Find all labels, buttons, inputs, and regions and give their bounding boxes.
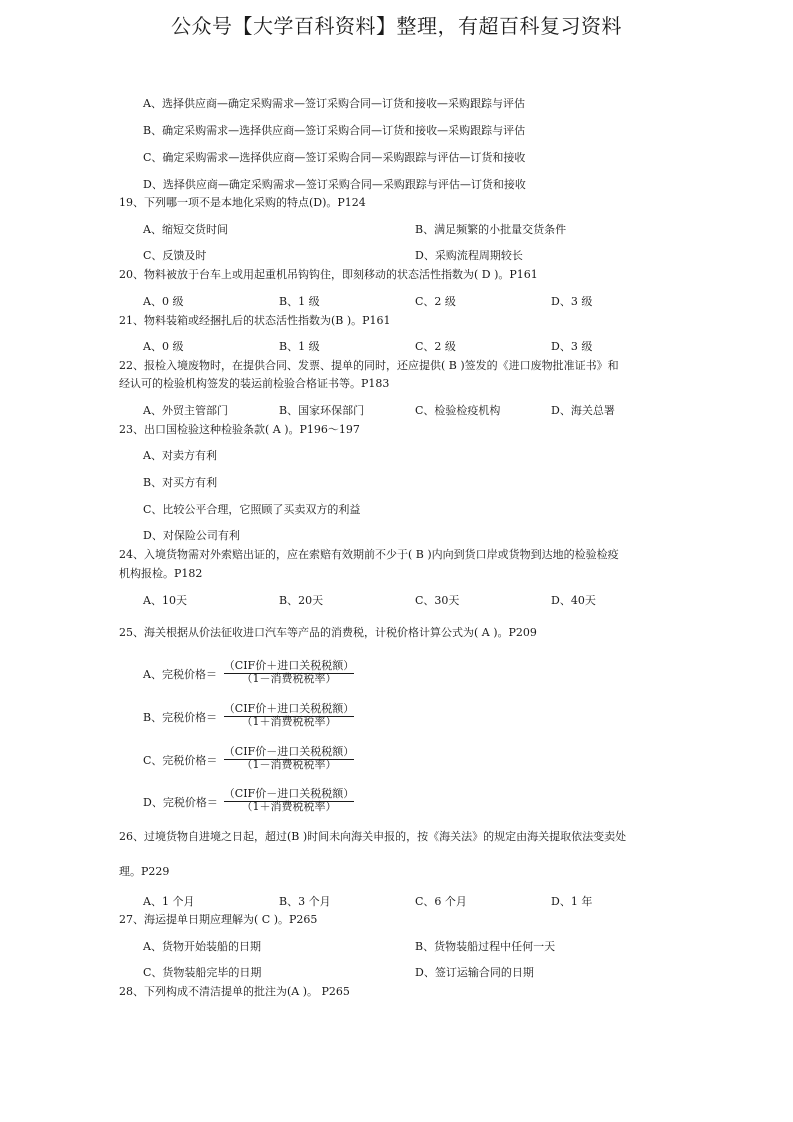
q20-option-a: A、0 级 — [143, 295, 184, 308]
q22-option-a: A、外贸主管部门 — [143, 404, 228, 417]
q19-option-c: C、反馈及时 — [143, 249, 207, 262]
q25-option-a-numerator: （CIF价＋进口关税税额） — [223, 659, 355, 672]
q25-option-d-denominator: （1＋消费税税率） — [241, 800, 337, 813]
q27-option-a: A、货物开始装船的日期 — [143, 940, 261, 953]
q23-option-b: B、对买方有利 — [143, 476, 218, 489]
q20-option-c: C、2 级 — [415, 295, 456, 308]
q25-option-a-denominator: （1－消费税税率） — [241, 672, 337, 685]
q27-stem: 27、海运提单日期应理解为( C )。P265 — [119, 913, 318, 926]
q26-stem-line1: 26、过境货物自进境之日起，超过(B )时间未向海关申报的，按《海关法》的规定由海关提取依法变卖处 — [119, 830, 627, 843]
q25-option-a-fraction — [216, 659, 362, 685]
q25-option-d-numerator: （CIF价－进口关税税额） — [223, 787, 355, 800]
q23-option-a: A、对卖方有利 — [143, 449, 217, 462]
q23-stem: 23、出口国检验这种检验条款( A )。P196～197 — [119, 423, 360, 436]
q23-option-d: D、对保险公司有利 — [143, 529, 240, 542]
q20-option-d: D、3 级 — [551, 295, 593, 308]
q19-stem: 19、下列哪一项不是本地化采购的特点(D)。P124 — [119, 196, 366, 209]
q22-option-d: D、海关总署 — [551, 404, 615, 417]
q25-option-b-label: B、完税价格＝ — [143, 711, 218, 724]
q18-option-c: C、确定采购需求—选择供应商—签订采购合同—采购跟踪与评估—订货和接收 — [143, 151, 526, 164]
q24-option-d: D、40天 — [551, 594, 596, 607]
q25-option-d-fraction — [216, 787, 362, 813]
q25-option-b-denominator: （1＋消费税税率） — [241, 715, 337, 728]
q19-option-a: A、缩短交货时间 — [143, 223, 228, 236]
q24-option-c: C、30天 — [415, 594, 460, 607]
q21-option-a: A、0 级 — [143, 340, 184, 353]
q20-stem: 20、物料被放于台车上或用起重机吊钩钩住，即刻移动的状态活性指数为( D )。P161 — [119, 268, 538, 281]
q19-option-b: B、满足频繁的小批量交货条件 — [415, 223, 567, 236]
q25-option-c-denominator: （1－消费税税率） — [241, 758, 337, 771]
q24-option-a: A、10天 — [143, 594, 187, 607]
q26-option-a: A、1 个月 — [143, 895, 195, 908]
q21-stem: 21、物料装箱或经捆扎后的状态活性指数为(B )。P161 — [119, 314, 391, 327]
q19-option-d: D、采购流程周期较长 — [415, 249, 523, 262]
q25-option-c-fraction — [216, 745, 362, 771]
q18-option-a: A、选择供应商—确定采购需求—签订采购合同—订货和接收—采购跟踪与评估 — [143, 97, 525, 110]
q18-option-b: B、确定采购需求—选择供应商—签订采购合同—订货和接收—采购跟踪与评估 — [143, 124, 526, 137]
q21-option-d: D、3 级 — [551, 340, 593, 353]
q26-option-b: B、3 个月 — [279, 895, 331, 908]
q27-option-d: D、签订运输合同的日期 — [415, 966, 534, 979]
q22-option-b: B、国家环保部门 — [279, 404, 365, 417]
q28-stem: 28、下列构成不清洁提单的批注为(A )。 P265 — [119, 985, 350, 998]
q22-stem-line1: 22、报检入境废物时，在提供合同、发票、提单的同时，还应提供( B )签发的《进口废物批准证书》和 — [119, 359, 619, 372]
q25-option-c-numerator: （CIF价－进口关税税额） — [223, 745, 355, 758]
q25-option-b-numerator: （CIF价＋进口关税税额） — [223, 702, 355, 715]
q26-stem-line2: 理。P229 — [119, 865, 170, 878]
q27-option-c: C、货物装船完毕的日期 — [143, 966, 262, 979]
q26-option-c: C、6 个月 — [415, 895, 467, 908]
page-header: 公众号【大学百科资料】整理，有超百科复习资料 — [171, 14, 622, 38]
q23-option-c: C、比较公平合理，它照顾了买卖双方的利益 — [143, 503, 361, 516]
q18-option-d: D、选择供应商—确定采购需求—签订采购合同—采购跟踪与评估—订货和接收 — [143, 178, 526, 191]
q21-option-c: C、2 级 — [415, 340, 456, 353]
q22-option-c: C、检验检疫机构 — [415, 404, 501, 417]
q25-option-c-label: C、完税价格＝ — [143, 754, 218, 767]
q27-option-b: B、货物装船过程中任何一天 — [415, 940, 556, 953]
q22-stem-line2: 经认可的检验机构签发的装运前检验合格证书等。P183 — [119, 377, 390, 390]
q20-option-b: B、1 级 — [279, 295, 320, 308]
q25-option-b-fraction — [216, 702, 362, 728]
q21-option-b: B、1 级 — [279, 340, 320, 353]
q25-stem: 25、海关根据从价法征收进口汽车等产品的消费税，计税价格计算公式为( A )。P209 — [119, 626, 537, 639]
q24-stem-line1: 24、入境货物需对外索赔出证的，应在索赔有效期前不少于( B )内向到货口岸或货物到达地的检验检疫 — [119, 548, 619, 561]
q24-option-b: B、20天 — [279, 594, 324, 607]
q25-option-d-label: D、完税价格＝ — [143, 796, 218, 809]
q26-option-d: D、1 年 — [551, 895, 593, 908]
q24-stem-line2: 机构报检。P182 — [119, 567, 203, 580]
q25-option-a-label: A、完税价格＝ — [143, 668, 217, 681]
